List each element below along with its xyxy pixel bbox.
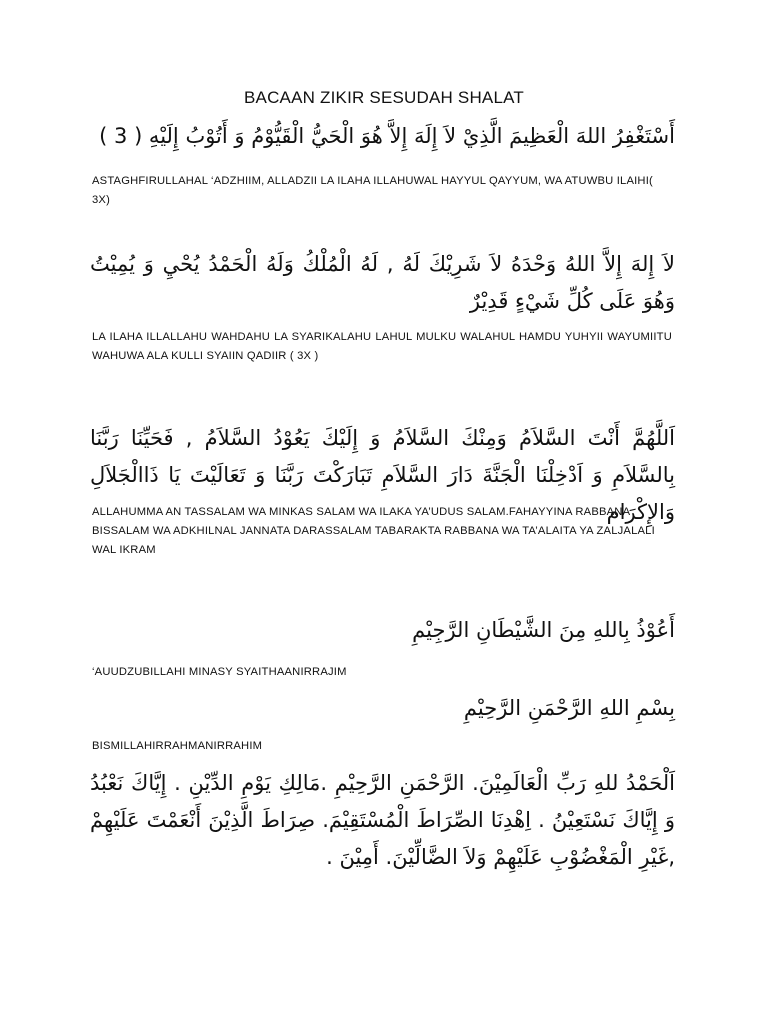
page-title: BACAAN ZIKIR SESUDAH SHALAT — [244, 88, 524, 107]
latin-taawudz: ‘AUUDZUBILLAHI MINASY SYAITHAANIRRAJIM — [92, 666, 347, 678]
latin-tahlil: LA ILAHA ILLALLAHU WAHDAHU LA SYARIKALAHU LAHUL MULKU WALAHUL HAMDU YUHYII WAYUMIITU WAHUWA ALA KULLI SYAIIN QADIIR ( 3X ) — [92, 331, 672, 362]
arabic-doa-salam: اَللَّهُمَّ أَنْتَ السَّلاَمُ وَمِنْكَ السَّلاَمُ وَ إِلَيْكَ يَعُوْدُ السَّلاَمُ , فَحَيِّنَا رَبَّنَا بِالسَّلاَمِ وَ اَدْخِلْنَا الْجَنَّةَ دَارَ السَّلاَمِ تَبَارَكْتَ رَبَّنَا وَ تَعَالَيْتَ يَا ذَاالْجَلاَلِ وَالإِكْرَام — [90, 426, 675, 524]
latin-basmalah: BISMILLAHIRRAHMANIRRAHIM — [92, 740, 263, 752]
arabic-istighfar: أَسْتَغْفِرُ اللهَ الْعَظِيمَ الَّذِيْ لاَ إِلَهَ إِلاَّ هُوَ الْحَيُّ الْقَيُّوْمُ وَ أَتُوْبُ إِلَيْهِ ( 3 ) — [99, 124, 675, 148]
arabic-basmalah: بِسْمِ اللهِ الرَّحْمَنِ الرَّحِيْمِ — [463, 696, 675, 720]
latin-doa-salam: ALLAHUMMA AN TASSALAM WA MINKAS SALAM WA ILAKA YA’UDUS SALAM.FAHAYYINA RABBANA BISSALAM WA ADKHILNAL JANNATA DARASSALAM TABARAKTA RABBANA WA TA’ALAITA YA ZALJALALI WAL IKRAM — [92, 506, 655, 556]
latin-istighfar: ASTAGHFIRULLAHAL ‘ADZHIIM, ALLADZII LA ILAHA ILLAHUWAL HAYYUL QAYYUM, WA ATUWBU ILAIHI( 3X) — [92, 175, 653, 206]
arabic-taawudz: أَعُوْذُ بِاللهِ مِنَ الشَّيْطَانِ الرَّجِيْمِ — [412, 618, 675, 642]
arabic-al-fatihah: اَلْحَمْدُ للهِ رَبِّ الْعَالَمِيْنَ. الرَّحْمَنِ الرَّحِيْمِ .مَالِكِ يَوْمِ الدِّيْنِ . إِيَّاكَ نَعْبُدُ وَ إِيَّاكَ نَسْتَعِيْنُ . اِهْدِنَا الصِّرَاطَ الْمُسْتَقِيْمَ. صِرَاطَ الَّذِيْنَ أَنْعَمْتَ عَلَيْهِمْ ,غَيْرِ الْمَغْضُوْبِ عَلَيْهِمْ وَلاَ الضَّالِّيْنَ. أَمِيْنَ . — [90, 771, 675, 869]
arabic-tahlil: لاَ إِلهَ إِلاَّ اللهُ وَحْدَهُ لاَ شَرِيْكَ لَهُ , لَهُ الْمُلْكُ وَلَهُ الْحَمْدُ يُحْيِ وَ يُمِيْتُ وَهُوَ عَلَى كُلِّ شَيْءٍ قَدِيْرٌ — [90, 252, 675, 313]
